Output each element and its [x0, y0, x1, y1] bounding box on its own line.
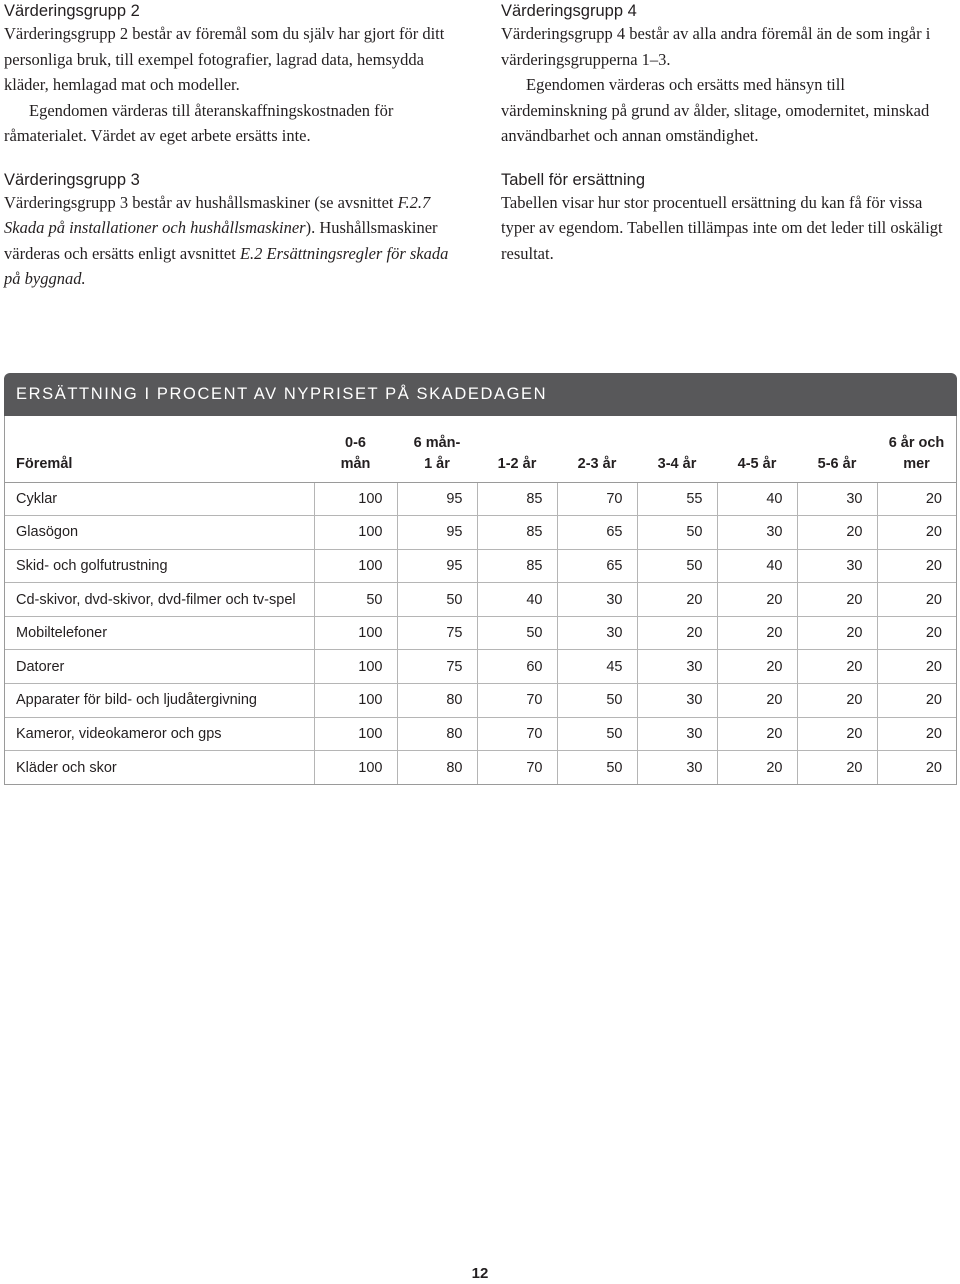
percent-cell: 45 — [557, 650, 637, 684]
section-heading: Värderingsgrupp 3 — [4, 170, 140, 189]
column-header-line: 2-3 år — [577, 455, 617, 472]
column-header-period — [877, 416, 956, 482]
column-header-period — [797, 416, 877, 482]
percent-cell: 70 — [477, 717, 557, 751]
column-header-line: 1 år — [424, 455, 450, 472]
cross-reference-link: F.2.7 Skada på installationer och hushållsmaskiner — [4, 192, 431, 237]
percent-cell: 30 — [797, 482, 877, 516]
percent-cell: 20 — [717, 684, 797, 718]
percent-cell: 30 — [637, 684, 717, 718]
table-frame — [4, 416, 957, 785]
column-header-line: 6 mån- — [413, 434, 461, 451]
table-header-row — [5, 416, 956, 482]
percent-cell: 50 — [477, 616, 557, 650]
section-heading: Tabell för ersättning — [501, 170, 645, 189]
percent-cell: 20 — [877, 751, 956, 785]
percent-cell: 30 — [557, 616, 637, 650]
table-row — [5, 751, 956, 785]
paragraph — [4, 190, 456, 292]
percent-cell: 20 — [797, 684, 877, 718]
section-group-2 — [4, 0, 456, 149]
column-header-period — [314, 416, 397, 482]
column-header-line: mån — [340, 455, 371, 472]
percent-cell: 20 — [877, 684, 956, 718]
percent-cell: 70 — [477, 751, 557, 785]
percent-cell: 65 — [557, 516, 637, 550]
percent-cell: 20 — [717, 717, 797, 751]
percent-cell: 75 — [397, 650, 477, 684]
percent-cell: 70 — [477, 684, 557, 718]
percent-cell: 20 — [877, 650, 956, 684]
paragraph: Egendomen värderas till återanskaffningskostnaden för råmaterialet. Värdet av eget arbete ersätts inte. — [4, 100, 394, 145]
table-row — [5, 650, 956, 684]
percent-cell: 70 — [557, 482, 637, 516]
percent-cell: 20 — [637, 583, 717, 617]
percent-cell: 80 — [397, 751, 477, 785]
percent-cell: 55 — [637, 482, 717, 516]
column-header-line — [557, 433, 637, 454]
percent-cell: 85 — [477, 516, 557, 550]
paragraph: Värderingsgrupp 4 består av alla andra föremål än de som ingår i värderingsgrupperna 1–3. — [501, 24, 931, 69]
percent-cell: 75 — [397, 616, 477, 650]
column-header-period — [637, 416, 717, 482]
percent-cell: 20 — [877, 549, 956, 583]
section-table-info — [501, 169, 953, 267]
percent-cell: 60 — [477, 650, 557, 684]
item-name-cell: Cyklar — [5, 482, 314, 516]
page-number: 12 — [471, 1265, 489, 1282]
percent-cell: 20 — [877, 482, 956, 516]
column-header-line — [717, 433, 797, 454]
percent-cell: 30 — [717, 516, 797, 550]
cross-reference-link: E.2 Ersättningsregler för skada på byggnad. — [4, 243, 449, 288]
percent-cell: 20 — [797, 717, 877, 751]
percent-cell: 20 — [637, 616, 717, 650]
table-row — [5, 482, 956, 516]
percent-cell: 50 — [557, 717, 637, 751]
percent-cell: 30 — [637, 650, 717, 684]
percent-cell: 95 — [397, 549, 477, 583]
table-title: ERSÄTTNING I PROCENT AV NYPRISET PÅ SKADEDAGEN — [4, 373, 957, 416]
item-name-cell: Apparater för bild- och ljudåtergivning — [5, 684, 314, 718]
percent-cell: 20 — [797, 751, 877, 785]
percent-cell: 50 — [557, 684, 637, 718]
paragraph: Värderingsgrupp 2 består av föremål som du själv har gjort för ditt personliga bruk, till exempel fotografier, lagrad data, hemsydda kläder, hemlagad mat och modeller. — [4, 24, 445, 94]
percent-cell: 50 — [314, 583, 397, 617]
percent-cell: 50 — [397, 583, 477, 617]
section-group-4 — [501, 0, 953, 149]
text-run: Värderingsgrupp 3 består av hushållsmaskiner (se avsnittet — [4, 192, 398, 212]
percent-cell: 85 — [477, 549, 557, 583]
left-column — [4, 0, 456, 312]
column-header-period — [477, 416, 557, 482]
percent-cell: 20 — [717, 616, 797, 650]
column-header-line — [797, 433, 877, 454]
percent-cell: 20 — [797, 650, 877, 684]
percent-cell: 80 — [397, 684, 477, 718]
table-row — [5, 516, 956, 550]
percent-cell: 30 — [637, 751, 717, 785]
percent-cell: 40 — [477, 583, 557, 617]
percent-cell: 95 — [397, 516, 477, 550]
section-heading: Värderingsgrupp 2 — [4, 2, 140, 20]
column-header-line: 4-5 år — [737, 455, 777, 472]
table-row — [5, 684, 956, 718]
percent-cell: 30 — [637, 717, 717, 751]
percent-cell: 20 — [717, 751, 797, 785]
percent-cell: 20 — [797, 616, 877, 650]
table-body — [5, 482, 956, 784]
right-column — [501, 0, 953, 286]
percent-cell: 100 — [314, 482, 397, 516]
percent-cell: 100 — [314, 650, 397, 684]
percent-cell: 50 — [637, 549, 717, 583]
column-header-period — [557, 416, 637, 482]
item-name-cell: Mobiltelefoner — [5, 616, 314, 650]
percent-cell: 20 — [797, 583, 877, 617]
percent-cell: 40 — [717, 482, 797, 516]
column-header-line — [16, 433, 314, 454]
column-header-line: 5-6 år — [817, 455, 857, 472]
item-name-cell: Kläder och skor — [16, 759, 117, 776]
column-header-line: 0-6 — [345, 434, 366, 451]
percent-cell: 100 — [314, 684, 397, 718]
column-header-line — [637, 433, 717, 454]
percent-cell: 20 — [797, 516, 877, 550]
table-row — [5, 616, 956, 650]
percent-cell: 20 — [877, 616, 956, 650]
percent-cell: 40 — [717, 549, 797, 583]
percent-cell: 30 — [557, 583, 637, 617]
table-row — [5, 717, 956, 751]
percent-cell: 20 — [877, 717, 956, 751]
text-run: ). Hushållsmaskiner värderas och ersätts enligt avsnittet — [4, 218, 438, 263]
item-name-cell: Kameror, videokameror och gps — [5, 717, 314, 751]
percent-cell: 65 — [557, 549, 637, 583]
column-header-item — [5, 416, 314, 482]
column-header-line: mer — [903, 455, 930, 472]
item-name-cell: Glasögon — [5, 516, 314, 550]
compensation-table — [4, 373, 957, 785]
percent-cell: 20 — [877, 583, 956, 617]
paragraph: Tabellen visar hur stor procentuell ersättning du kan få för vissa typer av egendom. Tabellen tillämpas inte om det leder till oskäligt resultat. — [501, 192, 943, 263]
percent-cell: 30 — [797, 549, 877, 583]
column-header-line: 1-2 år — [497, 455, 537, 472]
column-header-line — [477, 433, 557, 454]
percent-cell: 100 — [314, 549, 397, 583]
percent-cell: 80 — [397, 717, 477, 751]
percent-cell: 20 — [717, 583, 797, 617]
item-name-cell: Cd-skivor, dvd-skivor, dvd-filmer och tv-spel — [5, 583, 314, 617]
column-header-line: Föremål — [16, 455, 73, 472]
table-row — [5, 583, 956, 617]
percent-cell: 85 — [477, 482, 557, 516]
column-header-line: 3-4 år — [657, 455, 697, 472]
section-heading: Värderingsgrupp 4 — [501, 2, 637, 20]
item-name-cell: Skid- och golfutrustning — [5, 549, 314, 583]
percent-cell: 95 — [397, 482, 477, 516]
column-header-period — [397, 416, 477, 482]
table-row — [5, 549, 956, 583]
percent-cell: 20 — [717, 650, 797, 684]
percent-cell: 100 — [314, 516, 397, 550]
column-header-line: 6 år och — [888, 434, 945, 451]
percent-cell: 100 — [314, 717, 397, 751]
column-header-period — [717, 416, 797, 482]
percent-cell: 50 — [557, 751, 637, 785]
percent-cell: 100 — [314, 751, 397, 785]
item-name-cell: Datorer — [5, 650, 314, 684]
table — [5, 416, 956, 784]
paragraph: Egendomen värderas och ersätts med hänsyn till värdeminskning på grund av ålder, slitage, omodernitet, minskad användbarhet och annan omständighet. — [501, 75, 930, 145]
percent-cell: 100 — [314, 616, 397, 650]
percent-cell: 50 — [637, 516, 717, 550]
section-group-3 — [4, 169, 456, 292]
percent-cell: 20 — [877, 516, 956, 550]
